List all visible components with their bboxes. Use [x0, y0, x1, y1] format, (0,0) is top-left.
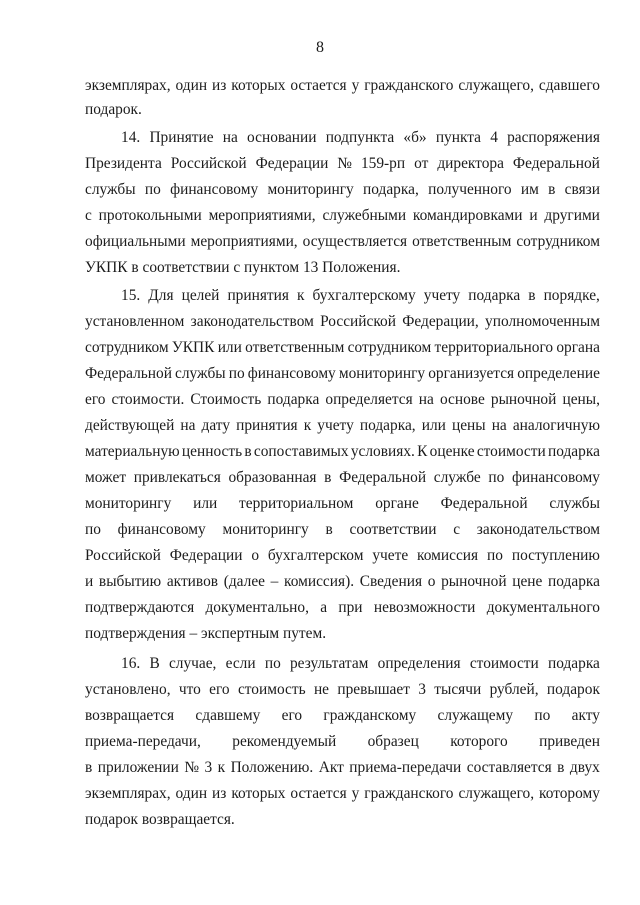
- word: по: [488, 469, 505, 486]
- text-line: [85, 680, 600, 700]
- word: подарка,: [363, 181, 419, 198]
- word: которых: [231, 77, 286, 94]
- word: мероприятиями,: [208, 207, 316, 224]
- word: по: [228, 365, 245, 382]
- paragraph-16-start: [121, 654, 600, 674]
- word: 4: [490, 129, 498, 146]
- word: законодательством: [476, 521, 600, 538]
- word: Российской: [320, 313, 396, 330]
- word: законодательством: [190, 313, 314, 330]
- text-line: [85, 442, 600, 462]
- word: выбытию: [98, 573, 162, 590]
- word: ценность: [181, 443, 243, 460]
- word: по: [85, 521, 101, 538]
- text-line: [85, 312, 600, 332]
- word: учете: [372, 547, 409, 564]
- word: командировками: [412, 207, 523, 224]
- word: поступлению: [511, 547, 600, 564]
- word: установленном: [85, 313, 185, 330]
- word: по: [487, 547, 503, 564]
- word: подарка: [547, 655, 600, 672]
- text-line: [85, 364, 600, 384]
- word: 159-рп: [360, 155, 406, 172]
- word: действующей: [85, 417, 175, 434]
- word: сотрудником: [85, 339, 169, 356]
- word: В: [149, 655, 160, 672]
- word: определение: [517, 365, 600, 382]
- word: о: [251, 547, 260, 564]
- word: Федерации: [169, 547, 243, 564]
- word: приема-передачи,: [85, 733, 201, 750]
- word: учету: [317, 417, 354, 434]
- page-number: 8: [316, 39, 324, 56]
- text-line: [85, 390, 600, 410]
- word: оценке: [429, 443, 475, 460]
- word: уполномоченным: [485, 313, 600, 330]
- word: которого: [450, 733, 508, 750]
- word: 15.: [121, 287, 141, 304]
- word: условиях.: [350, 443, 415, 460]
- word: цены,: [562, 391, 600, 408]
- word: стоимости: [476, 443, 546, 460]
- word: аналогичную: [512, 417, 600, 434]
- word: сдавшему: [195, 707, 261, 724]
- word: организуется: [428, 365, 515, 382]
- text-line: подарок возвращается.: [85, 811, 235, 828]
- word: сопоставимых: [253, 443, 349, 460]
- word: мониторингу: [222, 521, 309, 538]
- word: 16.: [121, 655, 141, 672]
- word: тысячи: [434, 681, 482, 698]
- word: которому: [539, 785, 600, 802]
- word: с: [85, 207, 92, 224]
- text-line: [85, 468, 600, 488]
- word: гражданского: [364, 77, 454, 94]
- word: подпункта: [325, 129, 395, 146]
- word: Федеральной: [440, 495, 528, 512]
- word: сотрудником: [347, 339, 432, 356]
- word: установлено,: [85, 681, 171, 698]
- word: акту: [571, 707, 600, 724]
- word: рыночной: [441, 573, 507, 590]
- word: невозможности: [373, 599, 476, 616]
- word: Федеральной: [339, 469, 427, 486]
- word: определяется: [325, 391, 413, 408]
- word: которых: [231, 785, 286, 802]
- word: на: [180, 417, 196, 434]
- word: официальными: [85, 233, 186, 250]
- word: по: [144, 181, 161, 198]
- word: им: [520, 181, 539, 198]
- word: Принятие: [149, 129, 214, 146]
- word: мониторингу: [338, 365, 426, 382]
- word: Положению.: [230, 759, 314, 776]
- word: стоимости.: [111, 391, 185, 408]
- word: пункта: [435, 129, 481, 146]
- word: не: [313, 681, 330, 698]
- text-line: [85, 76, 600, 96]
- word: его: [85, 391, 106, 408]
- word: если: [225, 655, 256, 672]
- word: основании: [247, 129, 317, 146]
- word: экземплярах,: [85, 77, 171, 94]
- word: возвращается: [85, 707, 175, 724]
- word: службы: [549, 495, 600, 512]
- word: Федеральной: [512, 155, 600, 172]
- word: принятия: [236, 417, 298, 434]
- word: и: [85, 573, 94, 590]
- word: гражданскому: [323, 707, 417, 724]
- word: Федерации,: [402, 313, 479, 330]
- word: Российской: [85, 547, 161, 564]
- word: Федерации: [255, 155, 329, 172]
- word: остается: [290, 785, 347, 802]
- word: Федеральной: [85, 365, 172, 382]
- word: служащему: [437, 707, 514, 724]
- word: к: [303, 417, 312, 434]
- word: приведен: [539, 733, 600, 750]
- word: рыночной: [490, 391, 557, 408]
- word: службы: [85, 181, 136, 198]
- word: определения: [377, 655, 461, 672]
- text-line: [85, 232, 600, 252]
- word: или: [217, 339, 242, 356]
- word: приема-передачи: [349, 759, 462, 776]
- word: подтверждаются: [85, 599, 195, 616]
- word: из: [212, 785, 227, 802]
- text-line: [85, 732, 600, 752]
- word: служащего,: [458, 785, 535, 802]
- text-line: УКПК в соответствии с пунктом 13 Положения.: [85, 259, 401, 276]
- word: рекомендуемый: [232, 733, 337, 750]
- word: 3: [204, 759, 213, 776]
- word: ответственным: [412, 233, 512, 250]
- text-line: [85, 758, 600, 778]
- word: привлекаться: [133, 469, 221, 486]
- word: стоимость: [237, 681, 306, 698]
- word: на: [418, 391, 434, 408]
- word: территориальном: [239, 495, 354, 512]
- word: К: [417, 443, 428, 460]
- word: в: [85, 759, 93, 776]
- word: служащего,: [458, 77, 534, 94]
- text-line: подтверждения – экспертным путем.: [85, 625, 327, 642]
- word: 14.: [121, 129, 141, 146]
- word: образованная: [228, 469, 317, 486]
- word: бухгалтерскому: [312, 287, 416, 304]
- word: может: [85, 469, 127, 486]
- word: превышает: [337, 681, 410, 698]
- word: один: [175, 77, 208, 94]
- word: у: [351, 785, 360, 802]
- word: активов: [166, 573, 219, 590]
- word: по: [534, 707, 551, 724]
- word: у: [351, 77, 360, 94]
- word: порядке,: [543, 287, 600, 304]
- word: Российской: [170, 155, 247, 172]
- word: протокольными: [98, 207, 202, 224]
- word: другими: [544, 207, 600, 224]
- text-line: [85, 572, 600, 592]
- word: рублей,: [489, 681, 539, 698]
- word: 3: [418, 681, 426, 698]
- text-line: [85, 706, 600, 726]
- text-line: [85, 206, 600, 226]
- word: его: [281, 707, 303, 724]
- word: цены: [451, 417, 486, 434]
- word: №: [184, 759, 200, 776]
- word: бухгалтерском: [267, 547, 364, 564]
- word: –: [270, 573, 279, 590]
- word: мониторингу: [85, 495, 172, 512]
- word: органе: [375, 495, 419, 512]
- word: принятия: [227, 287, 289, 304]
- word: на: [491, 417, 507, 434]
- word: результатам: [289, 655, 369, 672]
- word: от: [414, 155, 429, 172]
- text-line: [85, 154, 600, 174]
- text-line: [85, 416, 600, 436]
- word: мониторингу: [267, 181, 354, 198]
- word: соответствии: [349, 521, 437, 538]
- word: цене: [512, 573, 543, 590]
- word: дату: [201, 417, 231, 434]
- word: ответственным: [245, 339, 345, 356]
- word: стоимости: [469, 655, 539, 672]
- word: на: [222, 129, 238, 146]
- word: подарка: [267, 391, 320, 408]
- word: Президента: [85, 155, 162, 172]
- word: что: [178, 681, 201, 698]
- word: органа: [556, 339, 600, 356]
- word: комиссия: [417, 547, 479, 564]
- word: остается: [290, 77, 347, 94]
- text-line: [85, 546, 600, 566]
- word: или: [193, 495, 218, 512]
- word: случае,: [168, 655, 217, 672]
- word: Стоимость: [190, 391, 262, 408]
- text-line: [85, 338, 600, 358]
- word: учету: [423, 287, 461, 304]
- word: в: [528, 287, 536, 304]
- word: документального: [486, 599, 600, 616]
- word: из: [212, 77, 227, 94]
- word: директора: [437, 155, 504, 172]
- word: а: [320, 599, 328, 616]
- word: подарка: [548, 573, 600, 590]
- word: территориального: [434, 339, 554, 356]
- word: документально,: [205, 599, 309, 616]
- word: в: [557, 759, 565, 776]
- word: один: [175, 785, 208, 802]
- word: гражданского: [364, 785, 454, 802]
- word: его: [209, 681, 230, 698]
- text-line: [85, 784, 600, 804]
- word: финансовому: [247, 365, 336, 382]
- word: подарка,: [359, 417, 416, 434]
- word: подарка: [468, 287, 521, 304]
- word: связи: [564, 181, 600, 198]
- text-line: [85, 598, 600, 618]
- word: мероприятиями,: [190, 233, 298, 250]
- word: полученного: [428, 181, 512, 198]
- word: комиссия).: [284, 573, 355, 590]
- word: к: [217, 759, 226, 776]
- word: сотрудником: [516, 233, 600, 250]
- word: осуществляется: [302, 233, 408, 250]
- word: в: [244, 443, 252, 460]
- word: УКПК: [171, 339, 215, 356]
- word: финансовому: [117, 521, 206, 538]
- word: в: [324, 469, 332, 486]
- word: по: [264, 655, 281, 672]
- word: материальную: [85, 443, 180, 460]
- word: «б»: [403, 129, 427, 146]
- word: образец: [367, 733, 419, 750]
- word: или: [421, 417, 446, 434]
- word: основе: [439, 391, 485, 408]
- word: (далее: [223, 573, 265, 590]
- word: о: [427, 573, 436, 590]
- word: приложении: [97, 759, 179, 776]
- word: распоряжения: [507, 129, 600, 146]
- word: службе: [433, 469, 481, 486]
- text-line: [85, 494, 600, 514]
- word: служебными: [322, 207, 407, 224]
- word: сдавшего: [538, 77, 600, 94]
- word: финансовому: [511, 469, 600, 486]
- paragraph-15-start: [121, 286, 600, 306]
- word: Акт: [318, 759, 344, 776]
- word: в: [548, 181, 556, 198]
- word: составляется: [466, 759, 552, 776]
- word: целей: [181, 287, 220, 304]
- word: службы: [175, 365, 226, 382]
- text-line: подарок.: [85, 101, 142, 118]
- word: в: [325, 521, 333, 538]
- word: с: [453, 521, 461, 538]
- word: подарка: [547, 443, 600, 460]
- word: финансовому: [170, 181, 259, 198]
- word: двух: [569, 759, 600, 776]
- word: Сведения: [359, 573, 423, 590]
- word: подарок: [546, 681, 600, 698]
- word: при: [338, 599, 363, 616]
- word: и: [529, 207, 538, 224]
- text-line: [85, 520, 600, 540]
- word: к: [297, 287, 305, 304]
- word: Для: [148, 287, 174, 304]
- paragraph-14-start: [121, 128, 600, 148]
- text-line: [85, 180, 600, 200]
- word: экземплярах,: [85, 785, 171, 802]
- word: №: [337, 155, 352, 172]
